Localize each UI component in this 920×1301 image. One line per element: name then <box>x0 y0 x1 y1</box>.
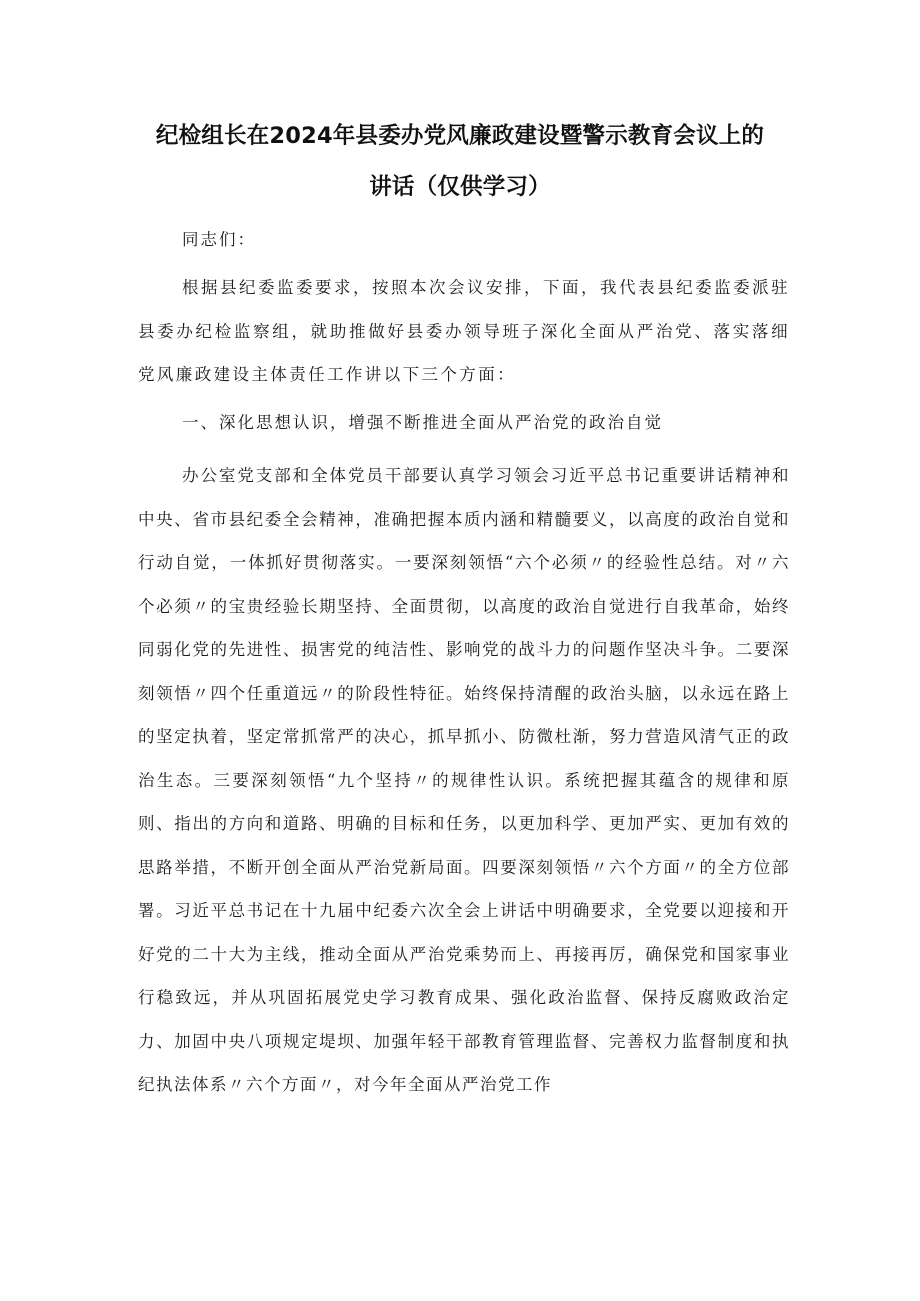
section-1-heading: 一、深化思想认识，增强不断推进全面从严治党的政治自觉 <box>182 413 663 432</box>
intro-paragraph: 根据县纪委监委要求，按照本次会议安排，下面，我代表县纪委监委派驻县委办纪检监察组，就助推做好县委办领导班子深化全面从严治党、落实落细党风廉政建设主体责任工作讲以下三个方面： <box>138 278 790 384</box>
section-1-paragraph: 办公室党支部和全体党员干部要认真学习领会习近平总书记重要讲话精神和中央、省市县纪委全会精神，准确把握本质内涵和精髓要义，以高度的政治自觉和行动自觉，一体抓好贯彻落实。一要深刻领悟“六个必须〃的经验性总结。对〃六个必须〃的宝贵经验长期坚持、全面贯彻，以高度的政治自觉进行自我革命，始终同弱化党的先进性、损害党的纯洁性、影响党的战斗力的问题作坚决斗争。二要深刻领悟〃四个任重道远〃的阶段性特征。始终保持清醒的政治头脑，以永远在路上的坚定执着，坚定常抓常严的决心，抓早抓小、防微杜渐，努力营造风清气正的政治生态。三要深刻领悟“九个坚持〃的规律性认识。系统把握其蕴含的规律和原则、指出的方向和道路、明确的目标和任务，以更加科学、更加严实、更加有效的思路举措，不断开创全面从严治党新局面。四要深刻领悟〃六个方面〃的全方位部署。习近平总书记在十九届中纪委六次全会上讲话中明确要求，全党要以迎接和开好党的二十大为主线，推动全面从严治党乘势而上、再接再厉，确保党和国家事业行稳致远，并从巩固拓展党史学习教育成果、强化政治监督、保持反腐败政治定力、加固中央八项规定堤坝、加强年轻干部教育管理监督、完善权力监督制度和执纪执法体系〃六个方面〃，对今年全面从严治党工作 <box>138 466 790 1094</box>
salutation: 同志们： <box>182 230 256 249</box>
document-title-line-1: 纪检组长在2024年县委办党风廉政建设暨警示教育会议上的 <box>155 123 765 149</box>
document-title-line-2: 讲话（仅供学习） <box>369 174 551 200</box>
